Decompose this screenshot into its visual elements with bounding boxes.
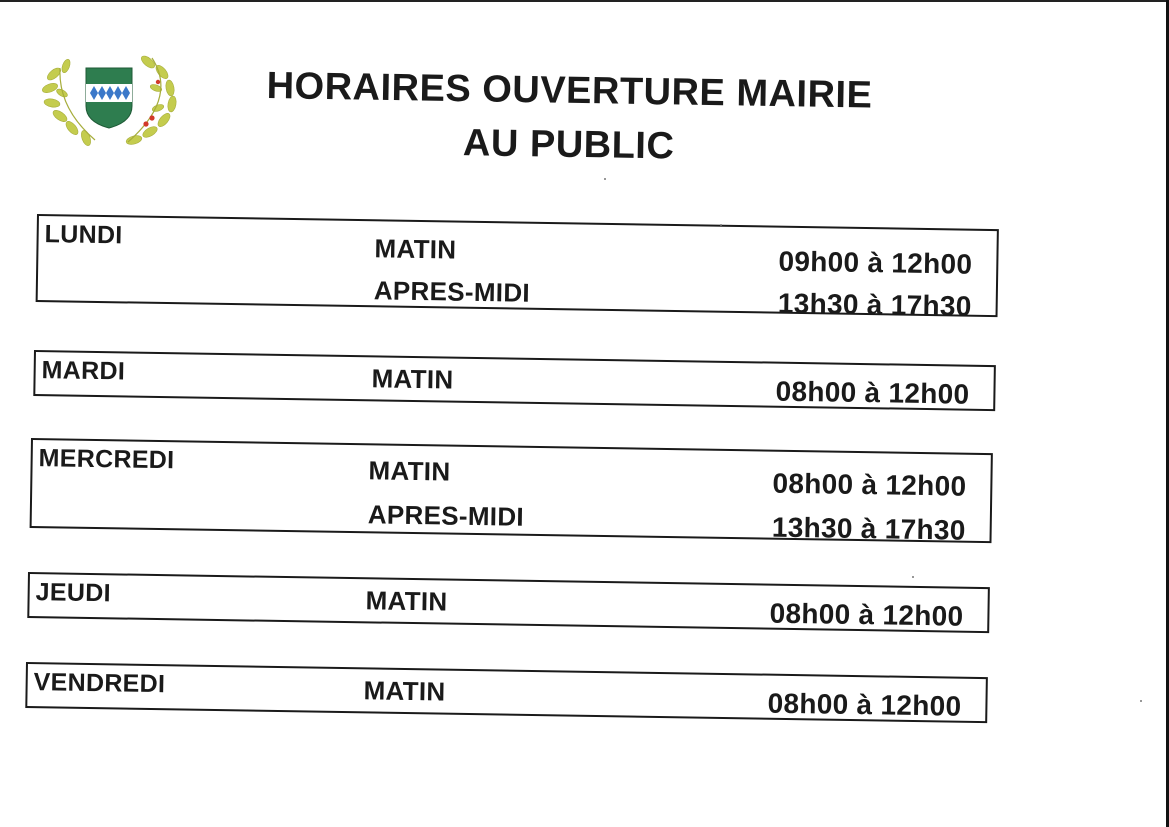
hours-value: 08h00 à 12h00 bbox=[769, 597, 964, 632]
period-label: MATIN bbox=[371, 363, 454, 395]
day-label: JEUDI bbox=[35, 578, 112, 608]
hours-value: 13h30 à 17h30 bbox=[771, 511, 966, 546]
town-coat-of-arms-icon bbox=[40, 48, 190, 148]
hours-value: 08h00 à 12h00 bbox=[767, 687, 962, 722]
hours-value: 08h00 à 12h00 bbox=[772, 467, 967, 502]
slot-row bbox=[365, 579, 964, 630]
period-label: APRES-MIDI bbox=[373, 275, 531, 308]
period-label: APRES-MIDI bbox=[367, 499, 525, 532]
scan-top-edge bbox=[0, 0, 1169, 2]
day-label: VENDREDI bbox=[33, 668, 166, 699]
document-title bbox=[198, 58, 940, 178]
period-label: MATIN bbox=[365, 585, 448, 617]
hours-value: 08h00 à 12h00 bbox=[775, 375, 970, 410]
schedule-box-jeudi bbox=[27, 572, 990, 633]
day-label: MARDI bbox=[41, 356, 126, 386]
period-label: MATIN bbox=[363, 675, 446, 707]
schedule-box-mardi bbox=[33, 350, 996, 411]
period-label: MATIN bbox=[374, 233, 457, 265]
slot-row bbox=[368, 449, 967, 500]
hours-value: 09h00 à 12h00 bbox=[778, 245, 973, 280]
title-line-1: HORAIRES OUVERTURE MAIRIE bbox=[266, 65, 873, 117]
day-label: MERCREDI bbox=[38, 444, 175, 475]
hours-value: 13h30 à 17h30 bbox=[777, 287, 972, 322]
title-line-2: AU PUBLIC bbox=[462, 122, 675, 168]
day-label: LUNDI bbox=[44, 220, 123, 250]
schedule-box-mercredi bbox=[30, 438, 993, 546]
slot-row bbox=[371, 357, 970, 408]
slot-row bbox=[374, 269, 973, 320]
period-label: MATIN bbox=[368, 455, 451, 487]
schedule-box-lundi bbox=[36, 214, 999, 322]
schedule-box-vendredi bbox=[25, 662, 988, 723]
slot-row bbox=[368, 493, 967, 544]
slot-row bbox=[363, 669, 962, 720]
